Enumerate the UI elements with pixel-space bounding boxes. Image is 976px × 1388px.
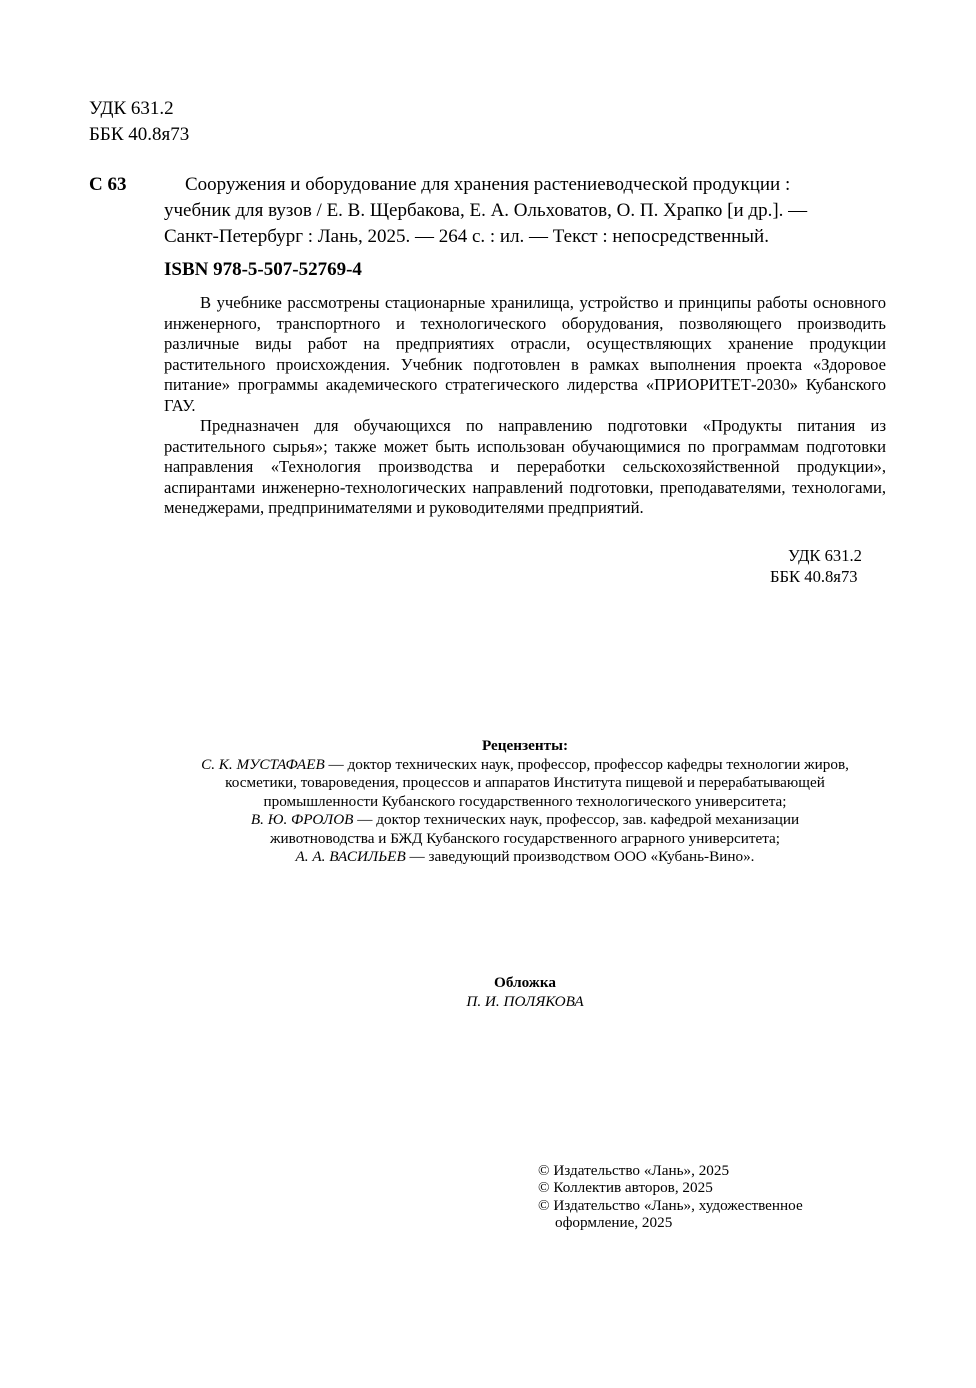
- copyright-notice: [538, 1162, 868, 1231]
- reviewer-3-desc: — заведующий производством ООО «Кубань-Вино».: [405, 848, 755, 865]
- copyright-line-2: © Коллектив авторов, 2025: [538, 1179, 713, 1197]
- abstract-paragraph-1: В учебнике рассмотрены стационарные хранилища, устройство и принципы работы основного инженерного, транспортного и технологического оборудования, позволяющего производить различные виды работ на предприятиях отрасли, осуществляющих хранение продукции растительного происхождения. Учебник подготовлен в рамках выполнения проекта «Здоровое питание» программы академического стратегического лидерства «ПРИОРИТЕТ-2030» Кубанского ГАУ.: [164, 293, 886, 415]
- cover-heading: Обложка: [494, 974, 556, 991]
- reviewer-2-desc-b: животноводства и БЖД Кубанского государственного аграрного университета;: [270, 829, 780, 847]
- abstract-paragraph-2: Предназначен для обучающихся по направлению подготовки «Продукты питания из растительного сырья»; также может быть использован обучающимися по программам подготовки направления «Технология производства и переработки сельскохозяйственной продукции», аспирантами инженерно-технологических направлений подготовки, преподавателями, технологами, менеджерами, предпринимателями и руководителями предприятий.: [164, 416, 886, 517]
- abstract: [164, 293, 886, 519]
- bbk-code-right: ББК 40.8я73: [770, 567, 858, 586]
- udk-code: УДК 631.2: [89, 98, 174, 119]
- biblio-line-2: учебник для вузов / Е. В. Щербакова, Е. А. Ольховатов, О. П. Храпко [и др.]. —: [164, 200, 808, 221]
- author-mark: С 63: [89, 174, 127, 195]
- reviewer-1-desc-b: косметики, товароведения, процессов и аппаратов Института пищевой и перерабатывающей: [225, 774, 825, 791]
- reviewers-section: [150, 737, 900, 867]
- classification-header: [89, 96, 189, 148]
- cover-credit: [300, 974, 750, 1011]
- copyright-line-4: оформление, 2025: [555, 1213, 673, 1231]
- reviewer-1-desc-c: промышленности Кубанского государственного технологического университета;: [263, 792, 787, 810]
- bibliographic-record: [164, 172, 886, 250]
- copyright-line-3: © Издательство «Лань», художественное: [538, 1196, 803, 1214]
- cover-designer: П. И. ПОЛЯКОВА: [466, 992, 584, 1010]
- reviewer-1-desc-a: — доктор технических наук, профессор, профессор кафедры технологии жиров,: [324, 755, 849, 773]
- reviewer-1: [150, 756, 900, 775]
- bbk-code: ББК 40.8я73: [89, 124, 190, 145]
- reviewer-2: [150, 811, 900, 830]
- reviewer-2-desc-a: — доктор технических наук, профессор, зав. кафедрой механизации: [353, 811, 800, 828]
- udk-code-right: УДК 631.2: [788, 546, 862, 565]
- biblio-line-1: Сооружения и оборудование для хранения растениеводческой продукции :: [185, 174, 791, 195]
- classification-footer: [770, 545, 880, 587]
- reviewer-3: [150, 848, 900, 867]
- copyright-line-1: © Издательство «Лань», 2025: [538, 1162, 730, 1179]
- reviewer-3-name: А. А. ВАСИЛЬЕВ: [295, 848, 406, 865]
- biblio-line-3: Санкт-Петербург : Лань, 2025. — 264 с. : ил. — Текст : непосредственный.: [164, 226, 769, 247]
- isbn: ISBN 978-5-507-52769-4: [164, 259, 362, 280]
- reviewers-heading: Рецензенты:: [481, 737, 569, 754]
- reviewer-2-name: В. Ю. ФРОЛОВ: [250, 811, 354, 828]
- reviewer-1-name: С. К. МУСТАФАЕВ: [201, 755, 325, 773]
